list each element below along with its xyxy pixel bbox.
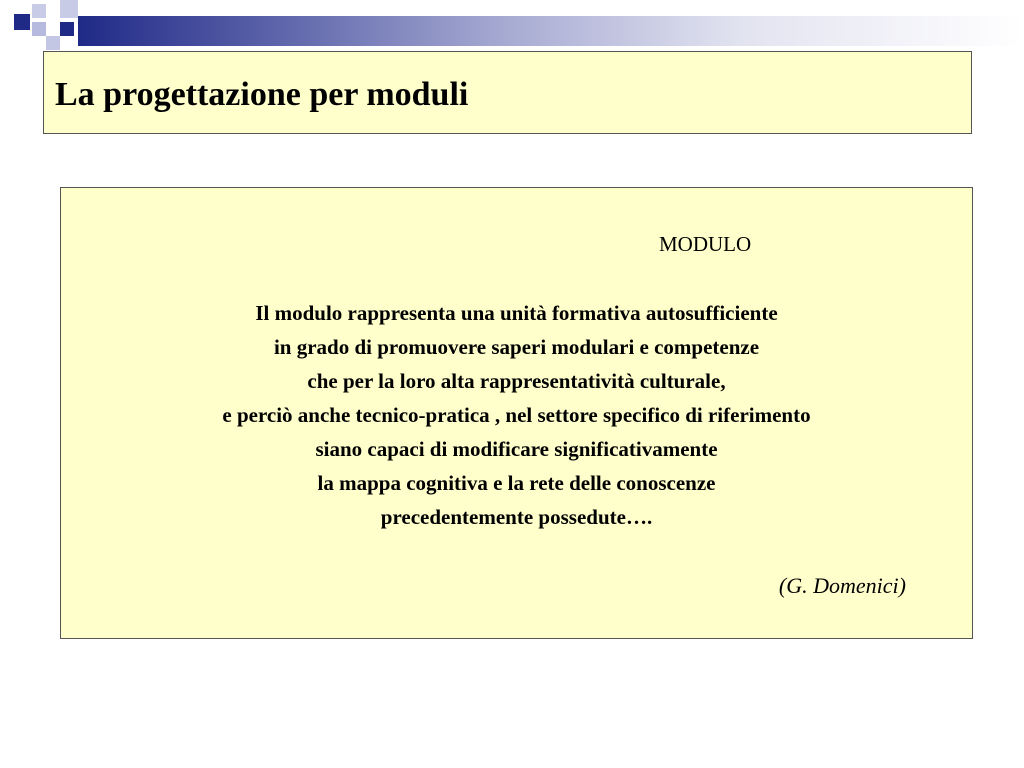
definition-line: e perciò anche tecnico-pratica , nel settore specifico di riferimento — [222, 403, 811, 427]
decorative-square — [32, 22, 46, 36]
author-citation: (G. Domenici) — [778, 573, 906, 598]
header-gradient-bar — [78, 16, 1024, 46]
decorative-square — [60, 22, 74, 36]
definition-line: in grado di promuovere saperi modulari e competenze — [273, 335, 760, 359]
definition-line: precedentemente possedute…. — [380, 505, 653, 529]
module-heading: MODULO — [659, 232, 752, 256]
definition-line: Il modulo rappresenta una unità formativa autosufficiente — [255, 301, 778, 325]
definition-line: che per la loro alta rappresentatività culturale, — [307, 369, 726, 393]
decorative-square — [14, 14, 30, 30]
content-box — [60, 187, 973, 639]
slide-title: La progettazione per moduli — [55, 76, 469, 113]
definition-line: la mappa cognitiva e la rete delle conoscenze — [317, 471, 716, 495]
title-box — [43, 51, 972, 134]
decorative-square — [46, 36, 60, 50]
decorative-square — [60, 0, 78, 18]
decorative-square — [32, 4, 46, 18]
definition-text — [61, 296, 972, 534]
definition-line: siano capaci di modificare significativamente — [315, 437, 718, 461]
